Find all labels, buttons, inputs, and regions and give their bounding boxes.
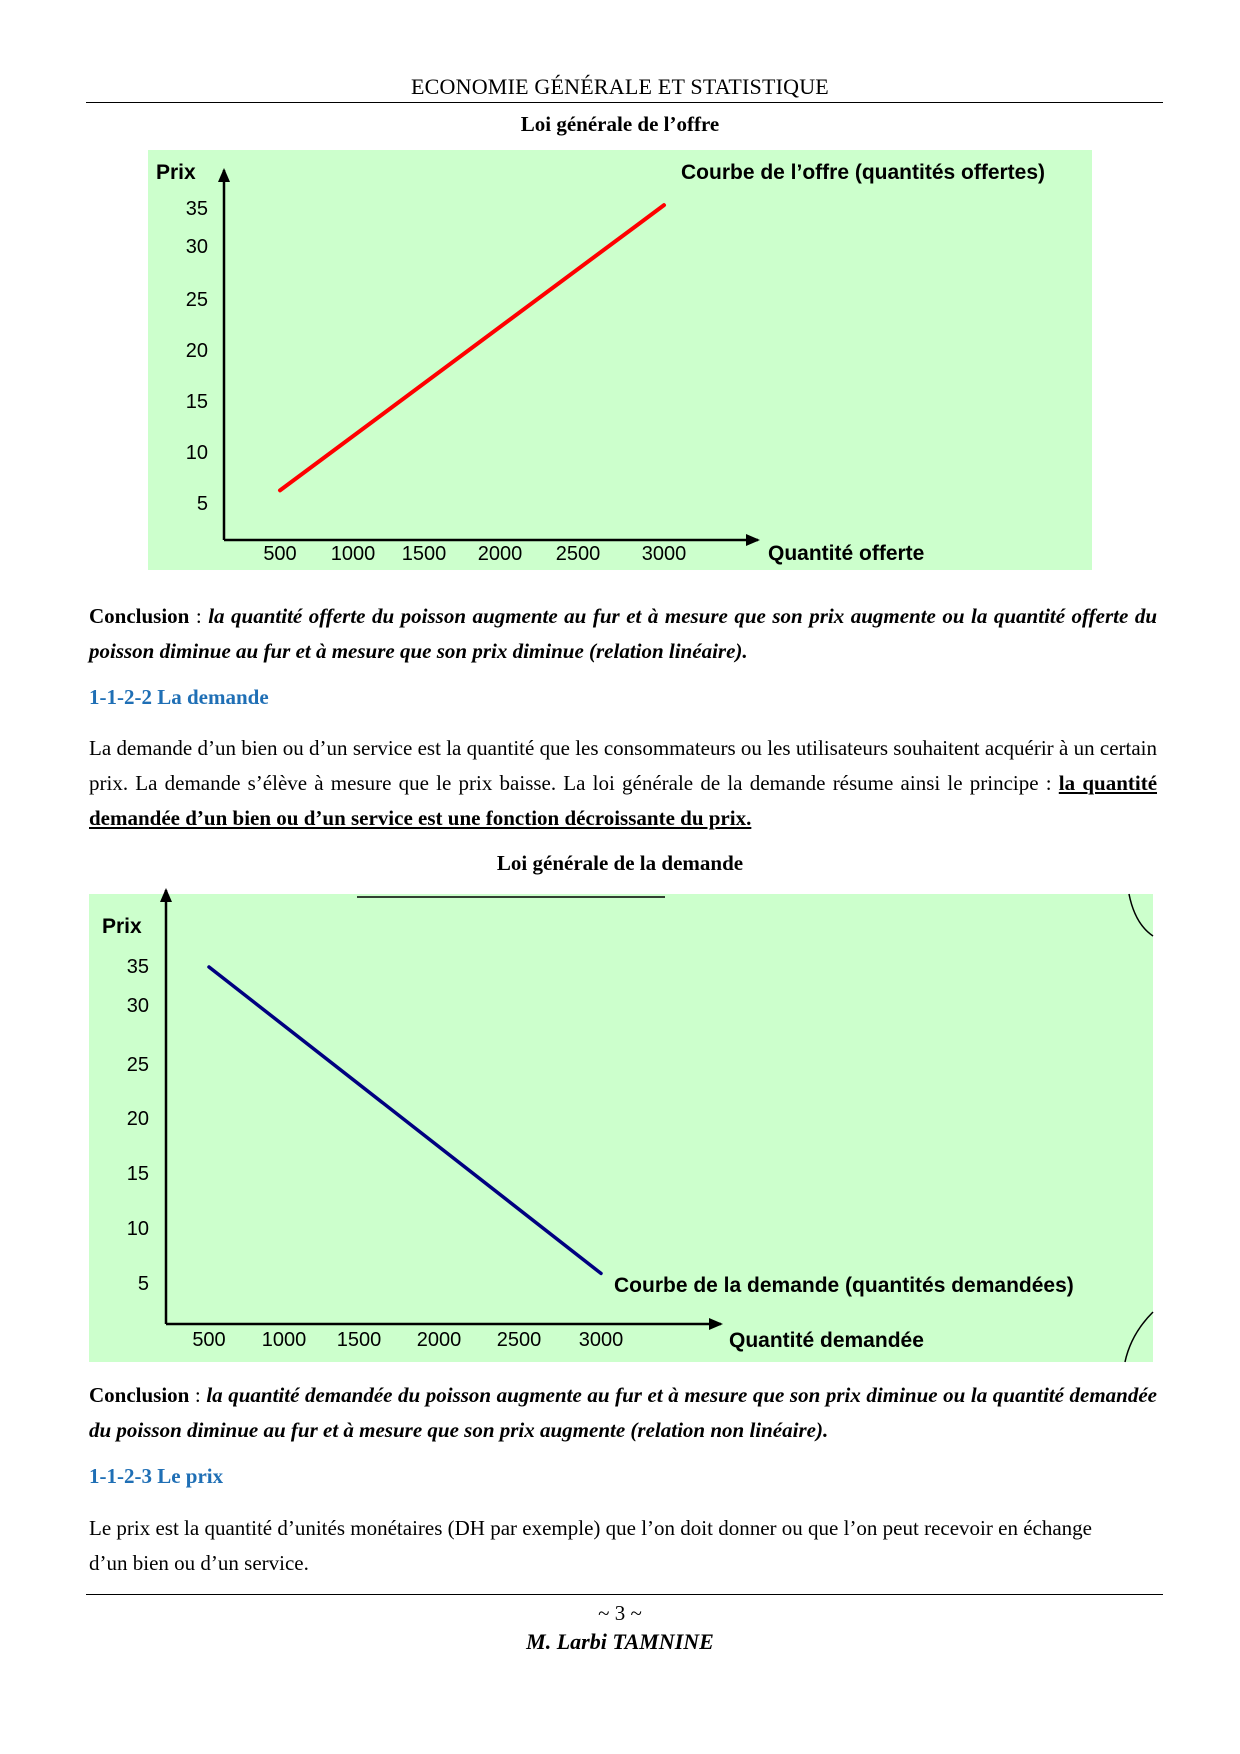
demand-paragraph-emphasis: la quantité demandée d’un bien ou d’un service est une fonction décroissante du prix. — [89, 771, 1158, 830]
supply-y-axis-label: Prix — [156, 161, 196, 184]
supply-x-axis-label: Quantité offerte — [768, 542, 925, 565]
demand-x-tick: 500 — [192, 1329, 226, 1351]
demand-y-tick: 35 — [126, 956, 149, 978]
supply-x-tick: 1500 — [401, 543, 447, 565]
supply-chart-caption: Loi générale de l’offre — [520, 112, 720, 136]
demand-y-tick: 15 — [126, 1163, 149, 1185]
demand-x-ticks — [192, 1329, 623, 1351]
supply-conclusion — [89, 599, 1157, 669]
header-rule — [86, 102, 1163, 103]
price-paragraph: Le prix est la quantité d’unités monétaires (DH par exemple) que l’on doit donner ou que l’on peut recevoir en échange d’un bien ou d’un service. — [89, 1516, 1092, 1575]
supply-y-tick: 35 — [185, 198, 208, 220]
footer-rule — [86, 1594, 1163, 1595]
demand-corner-arc-bottom — [1125, 1312, 1153, 1362]
demand-curve-line — [209, 967, 601, 1273]
supply-curve-line — [280, 205, 664, 490]
price-heading: 1-1-2-3 Le prix — [89, 1464, 224, 1488]
demand-corner-arc-top — [1129, 894, 1153, 936]
supply-x-tick: 1000 — [330, 543, 376, 565]
demand-heading: 1-1-2-2 La demande — [89, 685, 269, 709]
demand-y-tick: 25 — [126, 1054, 149, 1076]
supply-y-tick: 5 — [196, 493, 208, 515]
supply-series-label: Courbe de l’offre (quantités offertes) — [681, 161, 1046, 184]
demand-x-tick: 2000 — [416, 1329, 462, 1351]
supply-y-tick: 10 — [185, 442, 208, 464]
demand-series-label: Courbe de la demande (quantités demandées) — [614, 1274, 1074, 1297]
supply-x-tick: 2500 — [555, 543, 601, 565]
demand-y-ticks — [127, 956, 149, 1295]
demand-y-tick: 5 — [137, 1273, 149, 1295]
demand-y-tick: 10 — [126, 1218, 149, 1240]
supply-y-ticks — [186, 198, 208, 515]
demand-x-axis-label: Quantité demandée — [729, 1329, 924, 1352]
document-header-title: ECONOMIE GÉNÉRALE ET STATISTIQUE — [411, 74, 829, 99]
supply-x-tick: 3000 — [641, 543, 687, 565]
page-number: ~ 3 ~ — [598, 1601, 642, 1625]
supply-conclusion-sep: : — [189, 604, 209, 628]
supply-conclusion-label: Conclusion — [89, 604, 190, 628]
demand-x-tick: 3000 — [578, 1329, 624, 1351]
demand-x-tick: 1000 — [261, 1329, 307, 1351]
supply-chart — [148, 150, 1092, 570]
demand-paragraph-text: La demande d’un bien ou d’un service est la quantité que les consommateurs ou les utilisateurs souhaitent acquérir à un certain prix. La demande s’élève à mesure que le prix baisse. La loi générale de la demande résume ainsi le principe : — [89, 736, 1157, 795]
demand-x-tick: 1500 — [336, 1329, 382, 1351]
demand-chart — [89, 894, 1153, 1362]
demand-y-tick: 20 — [126, 1108, 149, 1130]
author-name: M. Larbi TAMNINE — [526, 1629, 714, 1654]
demand-conclusion-text: la quantité demandée du poisson augmente au fur et à mesure que son prix diminue ou la quantité demandée du poisson diminue au fur et à mesure que son prix augmente (relation non linéaire). — [89, 1383, 1158, 1442]
supply-x-tick: 500 — [263, 543, 297, 565]
demand-chart-caption: Loi générale de la demande — [496, 851, 744, 875]
supply-y-tick: 25 — [185, 289, 208, 311]
supply-x-ticks — [263, 543, 686, 565]
demand-conclusion — [89, 1378, 1157, 1448]
supply-y-tick: 30 — [185, 236, 208, 258]
demand-y-tick: 30 — [126, 995, 149, 1017]
demand-conclusion-sep: : — [189, 1383, 207, 1407]
supply-x-tick: 2000 — [477, 543, 523, 565]
supply-y-tick: 15 — [185, 391, 208, 413]
supply-chart-svg — [148, 150, 1092, 570]
supply-y-tick: 20 — [185, 340, 208, 362]
demand-chart-svg — [89, 894, 1153, 1362]
demand-y-axis-label: Prix — [102, 915, 142, 938]
supply-conclusion-text: la quantité offerte du poisson augmente au fur et à mesure que son prix augmente ou la quantité offerte du poisson diminue au fur et à mesure que son prix diminue (relation linéaire). — [89, 604, 1157, 663]
demand-conclusion-label: Conclusion — [89, 1383, 190, 1407]
demand-paragraph — [89, 731, 1157, 836]
demand-x-tick: 2500 — [496, 1329, 542, 1351]
